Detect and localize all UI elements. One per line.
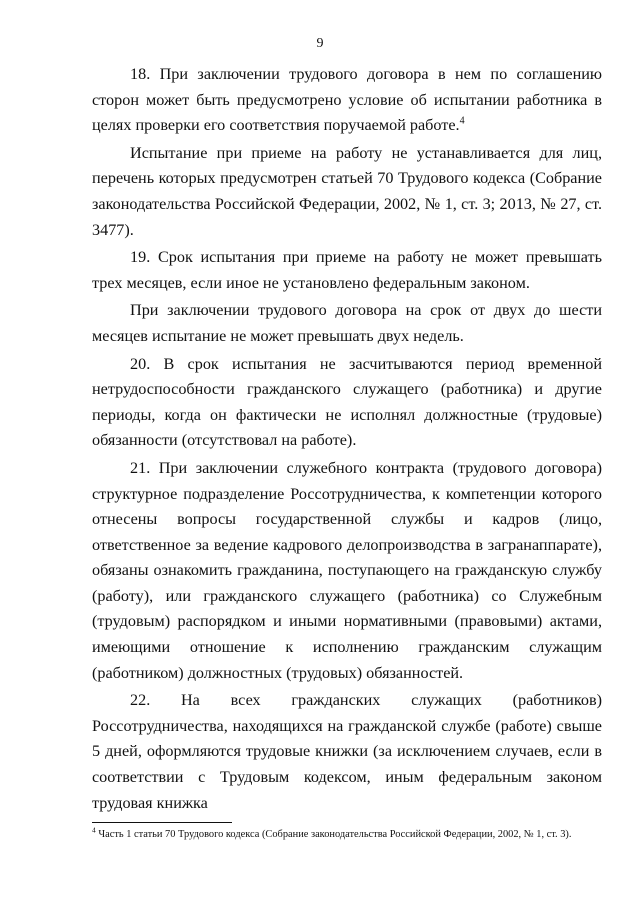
paragraph-18	[92, 62, 602, 139]
paragraph-19: 19. Срок испытания при приеме на работу не может превышать трех месяцев, если иное не установлено федеральным законом.	[92, 248, 602, 292]
paragraph-19-cont: При заключении трудового договора на срок от двух до шести месяцев испытание не может превышать двух недель.	[92, 301, 602, 345]
document-body	[92, 62, 602, 818]
footnote	[92, 825, 612, 841]
footnote-mark: 4	[92, 825, 96, 835]
paragraph-18-cont: Испытание при приеме на работу не устанавливается для лиц, перечень которых предусмотрен статьей 70 Трудового кодекса (Собрание законодательства Российской Федерации, 2002, № 1, ст. 3; 2013, № 27, ст. 3477).	[92, 143, 602, 239]
paragraph-text: 18. При заключении трудового договора в нем по соглашению сторон может быть предусмотрено условие об испытании работника в целях проверки его соответствия поручаемой работе.	[92, 65, 602, 135]
page-number: 9	[316, 36, 324, 51]
footnote-reference[interactable]: 4	[459, 115, 465, 127]
footnote-text: Часть 1 статьи 70 Трудового кодекса (Собрание законодательства Российской Федерации, 2002, № 1, ст. 3).	[95, 829, 572, 840]
footnote-divider	[92, 822, 232, 823]
paragraph-22: 22. На всех гражданских служащих (работников) Россотрудничества, находящихся на гражданской службе (работе) свыше 5 дней, оформляются трудовые книжки (за исключением случаев, если в соответствии с Трудовым кодексом, иным федеральным законом трудовая книжка	[92, 691, 602, 812]
paragraph-21: 21. При заключении служебного контракта (трудового договора) структурное подразделение Россотрудничества, к компетенции которого отнесены вопросы государственной службы и кадров (лицо, ответственное за ведение кадрового делопроизводства в загранаппарате), обязаны ознакомить гражданина, поступающего на гражданскую службу (работу), или гражданского служащего (работника) со Служебным (трудовым) распорядком и иными нормативными (правовыми) актами, имеющими отношение к исполнению гражданским служащим (работником) должностных (трудовых) обязанностей.	[92, 458, 602, 682]
paragraph-20: 20. В срок испытания не засчитываются период временной нетрудоспособности гражданского служащего (работника) и другие периоды, когда он фактически не исполнял должностные (трудовые) обязанности (отсутствовал на работе).	[92, 354, 602, 450]
